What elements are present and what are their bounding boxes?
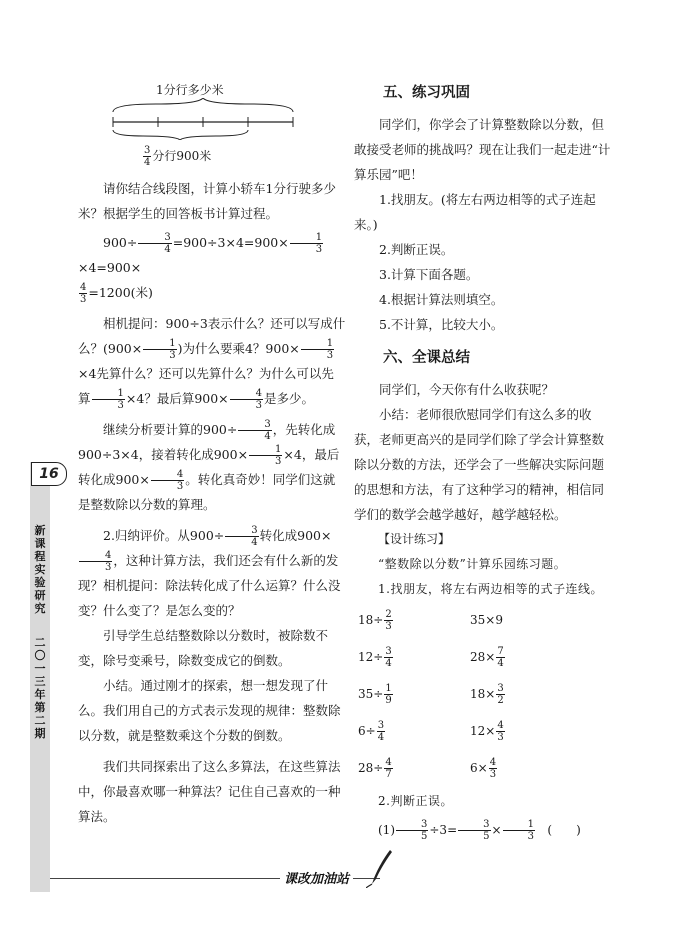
footer-brand: 课改加油站 (280, 868, 353, 887)
left-expression: 12÷ $\frac{3}{4}$ (358, 646, 392, 669)
paragraph: 同学们，你学会了计算整数除以分数，但敢接受老师的挑战吗？现在让我们一起走进“计算乐园”吧！ (354, 117, 611, 182)
paragraph: 同学们，今天你有什么收获呢？ (379, 382, 555, 397)
section-heading: 五、练习巩固 (383, 85, 470, 101)
left-expression: 28÷ $\frac{4}{7}$ (358, 757, 392, 780)
list-item: 5.不计算，比较大小。 (379, 317, 504, 332)
quill-pen-icon (366, 848, 396, 888)
section-heading: 六、全课总结 (383, 350, 470, 366)
paragraph: 小结：老师很欣慰同学们有这么多的收获，老师更高兴的是同学们除了学会计算整数除以分数的方法，还学会了一些解决实际问题的思想和方法，有了这种学习的精神，相信同学们的数学会越学越好，越学越轻松。 (354, 407, 605, 522)
diagram-bottom-label: $\frac{3}{4}$ 分行900米 (144, 145, 212, 168)
table-row (354, 676, 612, 713)
left-expression: 35÷ $\frac{1}{9}$ (358, 683, 392, 706)
paragraph: 相机提问：900÷3表示什么？还可以写成什么？(900× $\frac{1}{3}$ )为什么要乘4？900× $\frac{1}{3}$ ×4先算什么？还可以先算什么？为什么可以先算 $\frac{1}{3}$ ×4？最后算900× $\frac{4}{3}$ 是多少。 (78, 316, 346, 411)
left-column (78, 68, 346, 829)
right-expression: 6× $\frac{4}{3}$ (470, 757, 497, 780)
right-expression: 35×9 (470, 613, 503, 627)
table-row (354, 750, 612, 787)
right-expression: 28× $\frac{7}{4}$ (470, 646, 504, 669)
right-expression: 18× $\frac{3}{2}$ (470, 683, 504, 706)
journal-name: 新课程实验研究 (34, 524, 46, 615)
equation-cont: $\frac{4}{3}$ =1200(米) (80, 282, 153, 305)
paragraph: 继续分析要计算的900÷ $\frac{3}{4}$ ，先转化成900÷3×4，接着转化成900× $\frac{1}{3}$ ×4，最后转化成900× $\frac{4}{3}$ 。转化真奇妙！同学们这就是整数除以分数的算理。 (78, 419, 340, 512)
list-item: 3.计算下面各题。 (379, 267, 479, 282)
paragraph: 引导学生总结整数除以分数时，被除数不变，除号变乘号，除数变成它的倒数。 (78, 628, 329, 668)
matching-pairs (354, 602, 612, 787)
paragraph: 2.归纳评价。从900÷ $\frac{3}{4}$ 转化成900× $\frac{4}{3}$ ，这种计算方法，我们还会有什么新的发现？相机提问：除法转化成了什么运算？什么没变？什么变了？是怎么变的？ (78, 525, 341, 618)
left-expression: 6÷ $\frac{3}{4}$ (358, 720, 385, 743)
design-label: 【设计练习】 (378, 532, 451, 546)
journal-issue: 二〇一三年 第二期 (34, 636, 46, 740)
paragraph: 请你结合线段图，计算小轿车1分行驶多少米？根据学生的回答板书计算过程。 (78, 181, 336, 221)
left-expression: 18÷ $\frac{2}{3}$ (358, 609, 392, 632)
judge-item: (1) $\frac{3}{5}$ ÷3= $\frac{3}{5}$ × $\frac{1}{3}$ ( ) (378, 819, 581, 842)
paragraph: 小结。通过刚才的探索，想一想发现了什么。我们用自己的方式表示发现的规律：整数除以分数，就是整数乘这个分数的倒数。 (78, 678, 341, 743)
table-row (354, 713, 612, 750)
list-item: 1.找朋友。(将左右两边相等的式子连起来。) (354, 192, 596, 232)
fraction: $\frac{3}{4}$ (144, 145, 151, 168)
equation: 900÷ $\frac{3}{4}$ =900÷3×4=900× $\frac{1}{3}$ ×4=900× (78, 232, 323, 275)
exercise-heading: 1.找朋友，将左右两边相等的式子连线。 (378, 582, 603, 596)
list-item: 4.根据计算法则填空。 (379, 292, 504, 307)
line-segment-diagram (78, 68, 346, 176)
segment-graphic (108, 98, 298, 140)
paragraph: 我们共同探索出了这么多算法，在这些算法中，你最喜欢哪一种算法？记住自己喜欢的一种算法。 (78, 759, 341, 824)
list-item: 2.判断正误。 (379, 242, 454, 257)
table-row (354, 639, 612, 676)
right-column (354, 78, 612, 843)
exercise-title: “整数除以分数”计算乐园练习题。 (378, 557, 567, 571)
page-number: 16 (31, 462, 67, 486)
right-expression: 12× $\frac{4}{3}$ (470, 720, 504, 743)
table-row (354, 602, 612, 639)
diagram-top-label: 1分行多少米 (156, 83, 224, 97)
exercise-heading: 2.判断正误。 (378, 794, 453, 808)
